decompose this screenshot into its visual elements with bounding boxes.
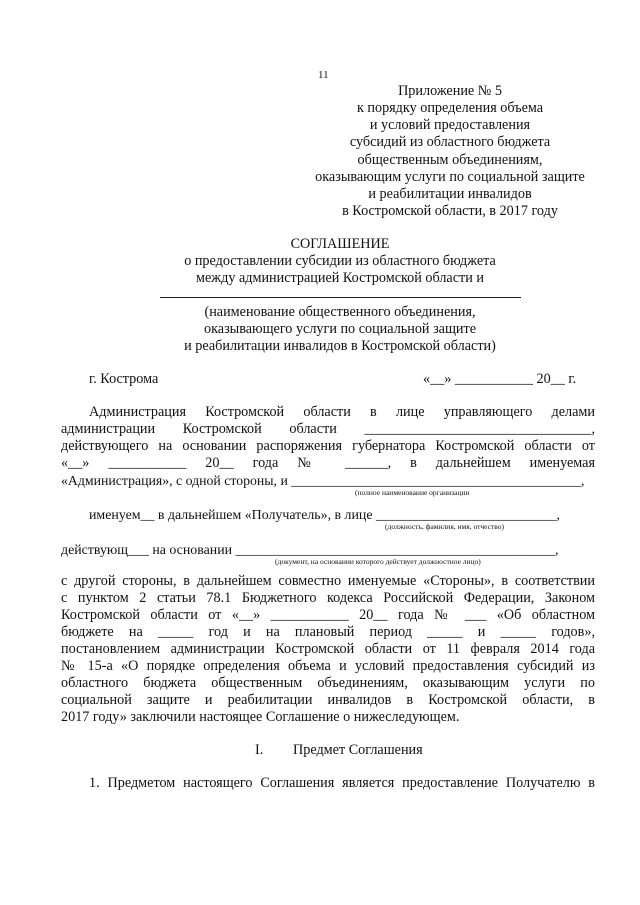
city: г. Кострома <box>89 371 159 387</box>
caption-organization: (полное наименование организации <box>355 488 470 497</box>
appendix-line: к порядку определения объема <box>356 100 544 116</box>
body-line: Администрация Костромской области в лице управляющего делами <box>89 404 595 420</box>
caption-document: (документ, на основании которого действует должностное лицо) <box>275 557 481 566</box>
body-line: именуем__ в дальнейшем «Получатель», в лице __________________________, <box>89 508 561 523</box>
body-line: Костромской области от «__» ___________ 20__ года № ___ «Об областном <box>61 607 595 623</box>
body-line: 2017 году» заключили настоящее Соглашение о нижеследующем. <box>61 709 460 725</box>
name-hint: (наименование общественного объединения, <box>204 304 476 320</box>
appendix-line: и реабилитации инвалидов <box>368 186 532 202</box>
section-title: Предмет Соглашения <box>293 742 423 758</box>
body-line: действующего на основании распоряжения губернатора Костромской области от <box>61 438 595 454</box>
agreement-subtitle: между администрацией Костромской области и <box>196 270 484 286</box>
appendix-line: и условий предоставления <box>369 117 531 133</box>
appendix-line: оказывающим услуги по социальной защите <box>315 169 585 185</box>
body-line: действующ___ на основании ______________________________________________, <box>61 543 559 558</box>
name-hint: и реабилитации инвалидов в Костромской области) <box>184 338 496 354</box>
appendix-line: субсидий из областного бюджета <box>349 134 551 150</box>
appendix-line: общественным объединениям, <box>357 152 543 168</box>
clause-1: 1. Предметом настоящего Соглашения является предоставление Получателю в <box>89 775 595 791</box>
appendix-line: Приложение № 5 <box>398 83 502 99</box>
body-line: областного бюджета общественным объединениям, оказывающим услуги по <box>61 675 595 691</box>
body-line: бюджете на _____ год и на плановый период _____ и _____ годов», <box>61 624 595 640</box>
appendix-line: в Костромской области, в 2017 году <box>342 203 558 219</box>
body-line: с пунктом 2 статьи 78.1 Бюджетного кодекса Российской Федерации, Законом <box>61 590 595 606</box>
body-line: «Администрация», с одной стороны, и __________________________________________, <box>61 473 585 488</box>
agreement-subtitle: о предоставлении субсидии из областного бюджета <box>184 253 496 269</box>
body-line: «__» ___________ 20__ года № ______, в дальнейшем именуемая <box>61 455 595 471</box>
name-hint: оказывающего услуги по социальной защите <box>204 321 476 337</box>
agreement-date: «__» ___________ 20__ г. <box>423 371 577 387</box>
body-line: социальной защите и реабилитации инвалидов в Костромской области, в <box>61 692 595 708</box>
section-number: I. <box>255 742 264 758</box>
caption-position: (должность, фамилия, имя, отчество) <box>385 522 505 531</box>
page-number: 11 <box>318 69 329 81</box>
body-line: № 15-а «О порядке определения объема и условий предоставления субсидий из <box>61 658 595 674</box>
body-line: с другой стороны, в дальнейшем совместно именуемые «Стороны», в соответствии <box>61 573 595 589</box>
body-line: администрации Костромской области ________________________________, <box>61 421 595 437</box>
agreement-title: СОГЛАШЕНИЕ <box>290 236 390 252</box>
organization-name-line <box>160 297 521 298</box>
body-line: постановлением администрации Костромской области от 11 февраля 2014 года <box>61 641 595 657</box>
